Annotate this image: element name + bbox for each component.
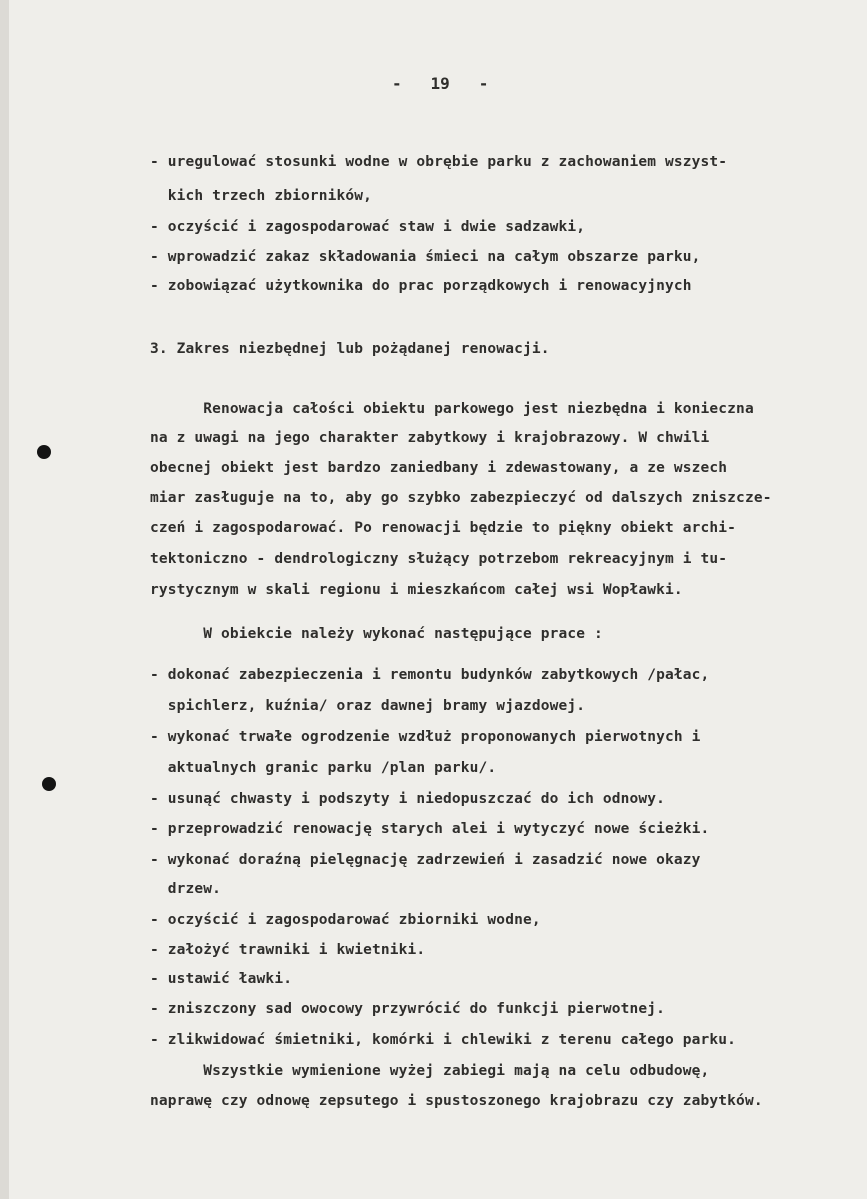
text-line: - wprowadzić zakaz składowania śmieci na całym obszarze parku, [150, 249, 701, 265]
text-line: - zobowiązać użytkownika do prac porządkowych i renowacyjnych [150, 278, 692, 294]
text-line: - ustawić ławki. [150, 971, 293, 987]
text-line: Wszystkie wymienione wyżej zabiegi mają na celu odbudowę, [150, 1063, 710, 1079]
text-line: - usunąć chwasty i podszyty i niedopuszczać do ich odnowy. [150, 791, 666, 807]
text-line: na z uwagi na jego charakter zabytkowy i krajobrazowy. W chwili [150, 430, 710, 446]
text-line: - oczyścić i zagospodarować zbiorniki wodne, [150, 912, 541, 928]
text-line: - uregulować stosunki wodne w obrębie parku z zachowaniem wszyst- [150, 154, 728, 170]
text-line: W obiekcie należy wykonać następujące prace : [150, 626, 603, 642]
page-edge [0, 0, 9, 1199]
text-line: aktualnych granic parku /plan parku/. [150, 760, 497, 776]
text-line: spichlerz, kuźnia/ oraz dawnej bramy wjazdowej. [150, 698, 586, 714]
text-line: - wykonać doraźną pielęgnację zadrzewień i zasadzić nowe okazy [150, 852, 701, 868]
text-line: - założyć trawniki i kwietniki. [150, 942, 426, 958]
text-line: naprawę czy odnowę zepsutego i spustoszonego krajobrazu czy zabytków. [150, 1093, 763, 1109]
text-line: miar zasługuje na to, aby go szybko zabezpieczyć od dalszych zniszcze- [150, 490, 772, 506]
punch-hole-top [37, 445, 51, 459]
text-line: rystycznym w skali regionu i mieszkańcom całej wsi Wopławki. [150, 582, 683, 598]
text-line: - przeprowadzić renowację starych alei i wytyczyć nowe ścieżki. [150, 821, 710, 837]
text-line: - zniszczony sad owocowy przywrócić do funkcji pierwotnej. [150, 1001, 666, 1017]
text-line: - oczyścić i zagospodarować staw i dwie sadzawki, [150, 219, 586, 235]
text-line: - zlikwidować śmietniki, komórki i chlewiki z terenu całego parku. [150, 1032, 737, 1048]
text-line: tektoniczno - dendrologiczny służący potrzebom rekreacyjnym i tu- [150, 551, 728, 567]
text-line: - wykonać trwałe ogrodzenie wzdłuż proponowanych pierwotnych i [150, 729, 701, 745]
text-line: Renowacja całości obiektu parkowego jest niezbędna i konieczna [150, 401, 754, 417]
text-line: czeń i zagospodarować. Po renowacji będzie to piękny obiekt archi- [150, 520, 737, 536]
text-line: - dokonać zabezpieczenia i remontu budynków zabytkowych /pałac, [150, 667, 710, 683]
page-number: - 19 - [392, 74, 489, 93]
text-line: drzew. [150, 881, 222, 897]
text-line: obecnej obiekt jest bardzo zaniedbany i zdewastowany, a ze wszech [150, 460, 728, 476]
text-line: kich trzech zbiorników, [150, 188, 372, 204]
punch-hole-bottom [42, 777, 56, 791]
section-heading: 3. Zakres niezbędnej lub pożądanej renowacji. [150, 341, 550, 357]
